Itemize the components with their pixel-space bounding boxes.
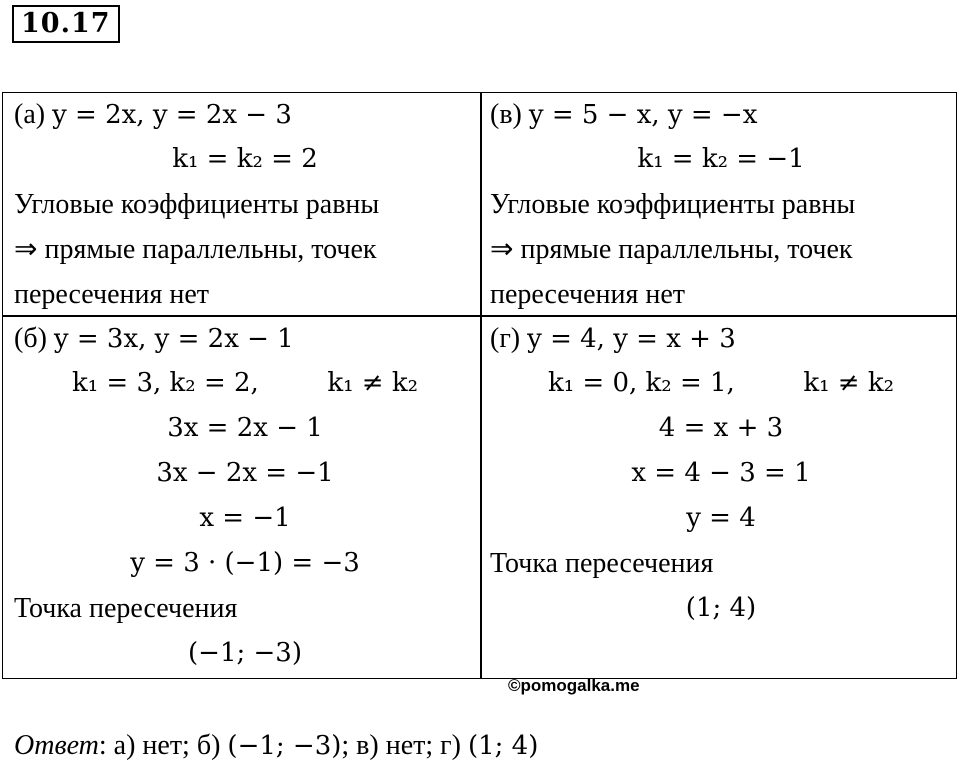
cell-v-header — [490, 92, 952, 137]
answer-sep: ; — [341, 730, 357, 761]
answer-line — [14, 726, 538, 766]
cell-b-point: (−1; −3) — [188, 638, 302, 668]
cell-g-header — [490, 316, 952, 361]
cell-b-header — [14, 316, 476, 361]
cell-a-k: k₁ = k₂ = 2 — [172, 144, 318, 174]
cell-b-k-values: k₁ = 3, k₂ = 2, — [71, 368, 259, 398]
cell-g-k-values: k₁ = 0, k₂ = 1, — [547, 368, 735, 398]
cell-g-point: (1; 4) — [685, 593, 757, 623]
answer-v: в) нет; — [356, 730, 441, 761]
problem-number: 10.17 — [12, 5, 120, 43]
cell-g-equation: y = 4, y = x + 3 — [527, 324, 736, 354]
cell-v-text-2: ⇒ прямые параллельны, точек — [490, 234, 853, 265]
cell-a-text-3: пересечения нет — [14, 279, 210, 310]
cell-g-step-3: y = 4 — [686, 503, 756, 533]
cell-g-label: (г) — [490, 323, 521, 354]
cell-v-k: k₁ = k₂ = −1 — [637, 144, 805, 174]
cell-b-point-label: Точка пересечения — [14, 593, 238, 624]
cell-b-label: (б) — [14, 323, 47, 354]
answer-b-value: (−1; −3) — [227, 731, 342, 761]
watermark: ©pomogalka.me — [508, 676, 640, 695]
cell-v-text-1: Угловые коэффициенты равны — [490, 189, 856, 220]
cell-b — [14, 316, 476, 676]
cell-g-k-compare: k₁ ≠ k₂ — [803, 368, 895, 398]
cell-g-k-row — [490, 361, 952, 406]
cell-v-text-3: пересечения нет — [490, 279, 686, 310]
cell-a — [14, 92, 476, 317]
cell-b-step-3: x = −1 — [199, 503, 291, 533]
cell-b-step-2: 3x − 2x = −1 — [156, 458, 334, 488]
cell-b-k-row — [14, 361, 476, 406]
cell-a-label: (а) — [14, 99, 46, 130]
cell-g-point-label: Точка пересечения — [490, 548, 714, 579]
cell-a-header — [14, 92, 476, 137]
answer-a: а) нет; — [113, 730, 197, 761]
cell-b-equation: y = 3x, y = 2x − 1 — [53, 324, 294, 354]
cell-v-equation: y = 5 − x, y = −x — [528, 100, 758, 130]
answer-b-label: б) — [196, 730, 228, 761]
answer-label: Ответ — [14, 730, 99, 761]
cell-g-step-1: 4 = x + 3 — [658, 413, 784, 443]
cell-g — [490, 316, 952, 631]
cell-b-k-compare: k₁ ≠ k₂ — [327, 368, 419, 398]
cell-a-text-1: Угловые коэффициенты равны — [14, 189, 380, 220]
cell-b-step-1: 3x = 2x − 1 — [167, 413, 323, 443]
cell-a-text-2: ⇒ прямые параллельны, точек — [14, 234, 377, 265]
cell-a-equation: y = 2x, y = 2x − 3 — [52, 100, 292, 130]
table-column-divider — [480, 92, 482, 679]
cell-b-step-4: y = 3 · (−1) = −3 — [130, 548, 360, 578]
cell-g-step-2: x = 4 − 3 = 1 — [631, 458, 811, 488]
cell-v — [490, 92, 952, 317]
answer-colon: : — [98, 730, 114, 761]
cell-v-label: (в) — [490, 99, 522, 130]
answer-g-value: (1; 4) — [467, 731, 539, 761]
answer-g-label: г) — [440, 730, 468, 761]
